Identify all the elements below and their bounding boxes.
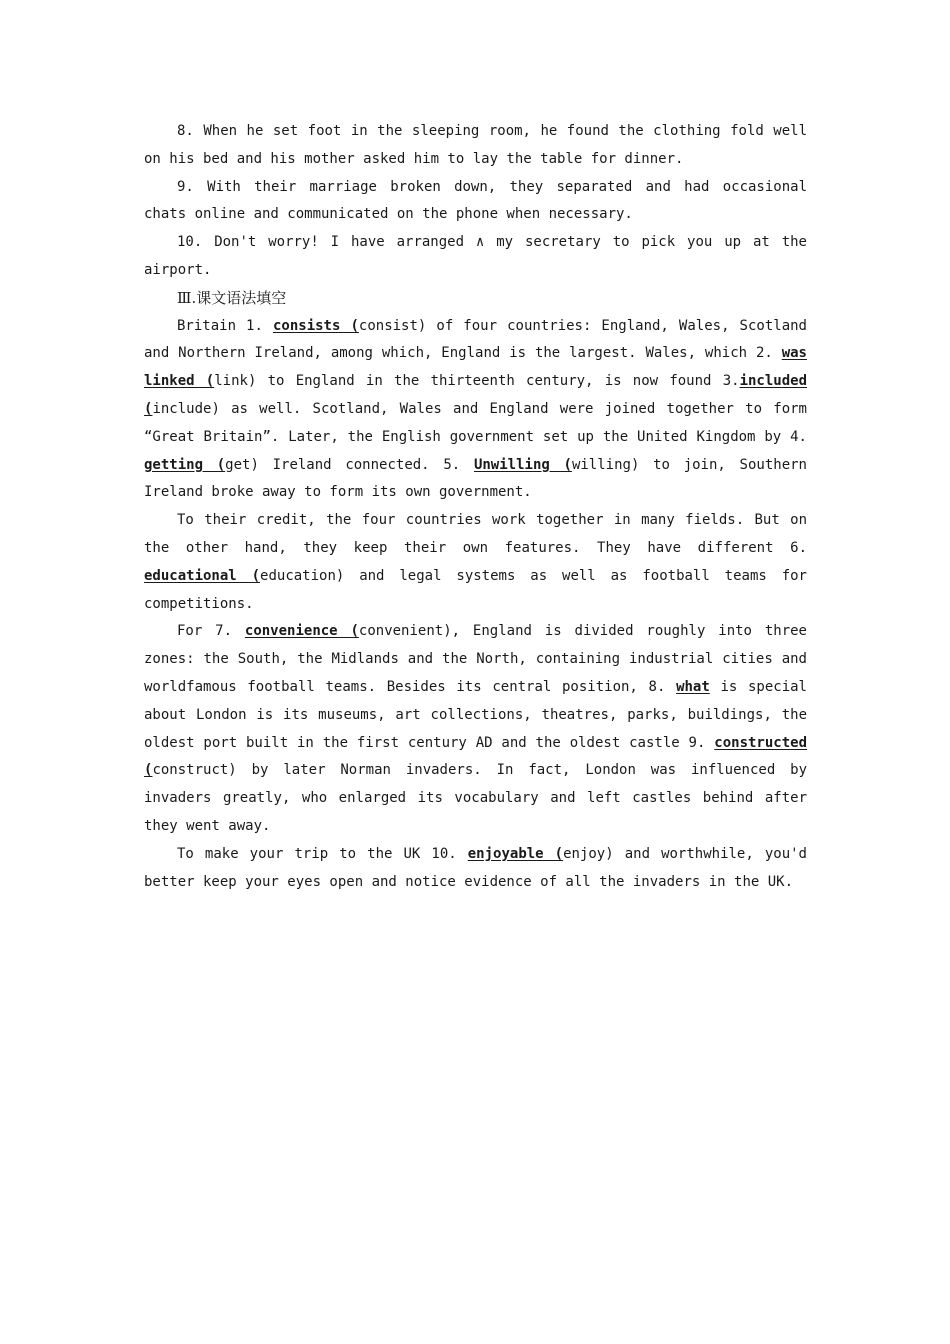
- answer-7: convenience (: [244, 623, 359, 640]
- passage-paragraph-2: To their credit, the four countries work together in many fields. But on the other hand, they keep their own features. They have different 6. educational (education) and legal systems as well as football teams for competitions.: [144, 512, 807, 612]
- answer-1: consists (: [272, 317, 359, 334]
- sentence-text: When he set foot in the sleeping room, he found the clothing fold well on his bed and his mother asked him to lay the table for dinner.: [144, 123, 807, 167]
- document-page: [144, 118, 807, 896]
- answer-3: included (: [144, 373, 807, 417]
- passage-paragraph-4: To make your trip to the UK 10. enjoyable (enjoy) and worthwhile, you'd better keep your eyes open and notice evidence of all the invaders in the UK.: [144, 845, 807, 890]
- answer-4: getting (: [144, 456, 226, 473]
- sentence-text: With their marriage broken down, they separated and had occasional chats online and communicated on the phone when necessary.: [144, 178, 808, 223]
- passage-paragraph-3: For 7. convenience (convenient), England is divided roughly into three zones: the South, the Midlands and the North, containing industrial cities and worldfamous football teams. Besides its central position, 8. what is special about London is its museums, art collections, theatres, parks, buildings, the oldest port built in the first century AD and the oldest castle 9. constructed (construct) by later Norman invaders. In fact, London was influenced by invaders greatly, who enlarged its vocabulary and left castles behind after they went away.: [144, 623, 807, 834]
- answer-9: constructed (: [144, 734, 807, 779]
- sentence-text: Don't worry! I have arranged ∧ my secretary to pick you up at the airport.: [144, 234, 807, 278]
- answer-5: Unwilling (: [473, 456, 572, 473]
- answer-8: what: [676, 678, 710, 695]
- sentence-10: [144, 229, 807, 285]
- answer-6: educational (: [144, 567, 261, 584]
- sentence-number: 10.: [177, 234, 203, 251]
- sentence-number: 8.: [177, 123, 194, 139]
- sentence-number: 9.: [177, 178, 194, 195]
- passage-paragraph-1: Britain 1. consists (consist) of four countries: England, Wales, Scotland and Northern Ireland, among which, England is the largest. Wales, which 2. was linked (link) to England in the thirteenth century, is now found 3.included (include) as well. Scotland, Wales and England were joined together to form “Great Britain”. Later, the English government set up the United Kingdom by 4. getting (get) Ireland connected. 5. Unwilling (willing) to join, Southern Ireland broke away to form its own government.: [144, 317, 807, 501]
- sentence-9: [144, 174, 807, 230]
- sentence-8: [144, 118, 807, 174]
- answer-2: was linked (: [144, 345, 807, 390]
- section-heading: Ⅲ.课文语法填空: [177, 288, 287, 307]
- answer-10: enjoyable (: [467, 845, 564, 862]
